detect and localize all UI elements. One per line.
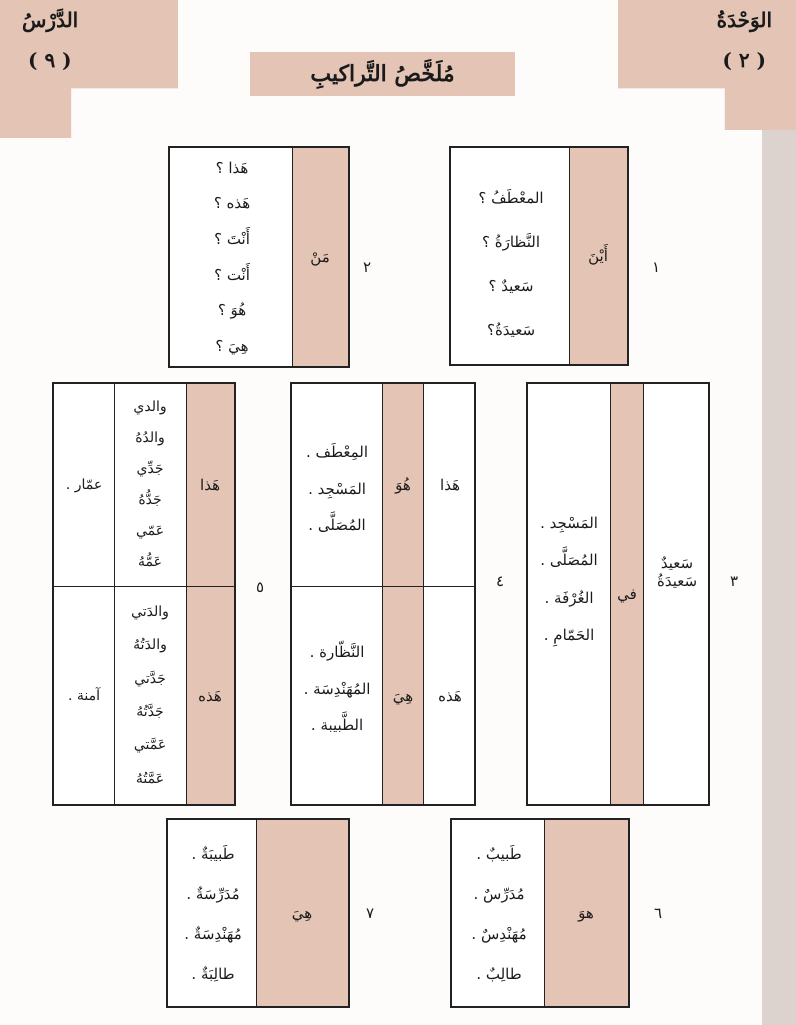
list-item: هَذه ؟ [213,194,251,213]
list-item: النَّظّارة . [309,643,365,662]
list-item: المُصَلَّى . [540,551,598,569]
section-2-items [174,150,290,364]
list-item: عَمَّتُهُ [135,770,165,787]
page-title: مُلَخَّصُ التَّراكيبِ [310,61,455,87]
list-item: المُصَلَّى . [308,516,366,535]
section-3-places [530,504,608,654]
section-5-bottom-demonstrative: هَذه [198,687,222,705]
list-item: سَعيدَةُ؟ [486,320,536,339]
section-3-box [526,382,710,806]
list-item: مُدَرِّسٌ . [473,884,525,903]
list-item: المَسْجِد . [308,479,366,498]
list-item: والدي [133,398,167,415]
list-item: سَعيدٌ ؟ [488,276,534,295]
list-item: مُهَنْدِسَةٌ . [184,924,242,943]
section-6-box [450,818,630,1008]
section-3-subjects [646,554,708,590]
section-5-top-demonstrative: هَذا [200,476,220,494]
list-item: سَعيدَةُ [656,572,698,590]
section-5-number: ٥ [256,578,265,596]
list-item: المِعْطَف . [306,443,369,462]
section-1-items [455,176,567,352]
list-item: عَمَّتي [133,737,167,754]
list-item: المعْطَفُ ؟ [478,188,544,207]
section-7-number: ٧ [366,904,375,922]
list-item: سَعيدٌ [660,554,694,572]
list-item: جَدُّهُ [138,491,162,508]
list-item: طَبيبٌ . [476,844,522,863]
section-4-top-pronoun: هُوَ [395,476,411,494]
unit-label: الوَحْدَةُ [716,8,772,32]
section-2-number: ٢ [363,258,372,276]
section-2-box [168,146,350,368]
section-4-top-items [294,434,380,544]
list-item: جَدَّتُهُ [136,703,164,720]
list-item: هَذا ؟ [215,158,249,177]
section-5-bottom-name: آمنة . [67,688,101,704]
list-item: عَمّي [135,522,165,539]
section-4-bottom-pronoun: هِيَ [392,687,414,705]
list-item: أَنْت ؟ [214,265,250,284]
section-6-word: هوَ [578,904,594,922]
section-4-number: ٤ [496,572,505,590]
section-6-items [456,834,542,994]
section-4-bottom-demonstrative: هَذه [438,687,462,705]
section-4-box [290,382,476,806]
list-item: النَّظارَةُ ؟ [482,232,540,251]
section-1-word: أَيْنَ [588,247,608,265]
section-5-top-name: عمّار . [65,477,103,493]
list-item: المَسْجِد . [540,513,598,532]
list-item: المُهَنْدِسَة . [303,679,371,698]
section-3-preposition: في [617,585,637,603]
section-1-box [449,146,629,366]
section-1-number: ١ [652,258,661,276]
section-4-divider [292,586,474,587]
section-5-column-divider [114,384,115,804]
section-4-bottom-items [294,634,380,744]
list-item: والدَتي [131,603,169,620]
list-item: طَبيبَةٌ . [191,844,235,863]
section-5-top-relations [116,392,184,578]
section-7-word: هِيَ [291,904,313,922]
list-item: أَنْتَ ؟ [214,229,250,248]
unit-number: ( ٢ ) [722,48,766,72]
list-item: الطَّبيبة . [310,716,364,735]
list-item: طالِبٌ . [476,964,522,983]
list-item: مُدَرِّسَةٌ . [186,884,240,903]
list-item: جَدِّي [136,460,164,477]
list-item: الغُرْفَة . [544,588,594,607]
lesson-number: ( ٩ ) [28,48,72,72]
list-item: جَدَّتي [134,670,166,687]
section-7-box [166,818,350,1008]
section-4-top-demonstrative: هَذا [440,476,460,494]
section-2-word: مَنْ [310,248,330,266]
page-edge-strip [762,0,796,1025]
list-item: الحَمّامِ . [543,626,595,644]
section-6-number: ٦ [654,904,663,922]
section-5-bottom-relations [116,596,184,796]
list-item: مُهَنْدِسٌ . [471,924,527,943]
list-item: عَمُّهُ [138,553,162,570]
list-item: والدُهُ [135,429,165,446]
list-item: طالِبَةٌ . [191,964,235,983]
section-7-items [172,834,254,994]
list-item: والدَتُهُ [133,637,167,654]
list-item: هُوَ ؟ [217,301,247,320]
section-5-divider [54,586,234,587]
list-item: هِيَ ؟ [215,336,249,355]
lesson-label: الدَّرْسُ [22,8,79,32]
section-3-number: ٣ [730,572,739,590]
page-title-banner [250,52,515,96]
section-5-box [52,382,236,806]
